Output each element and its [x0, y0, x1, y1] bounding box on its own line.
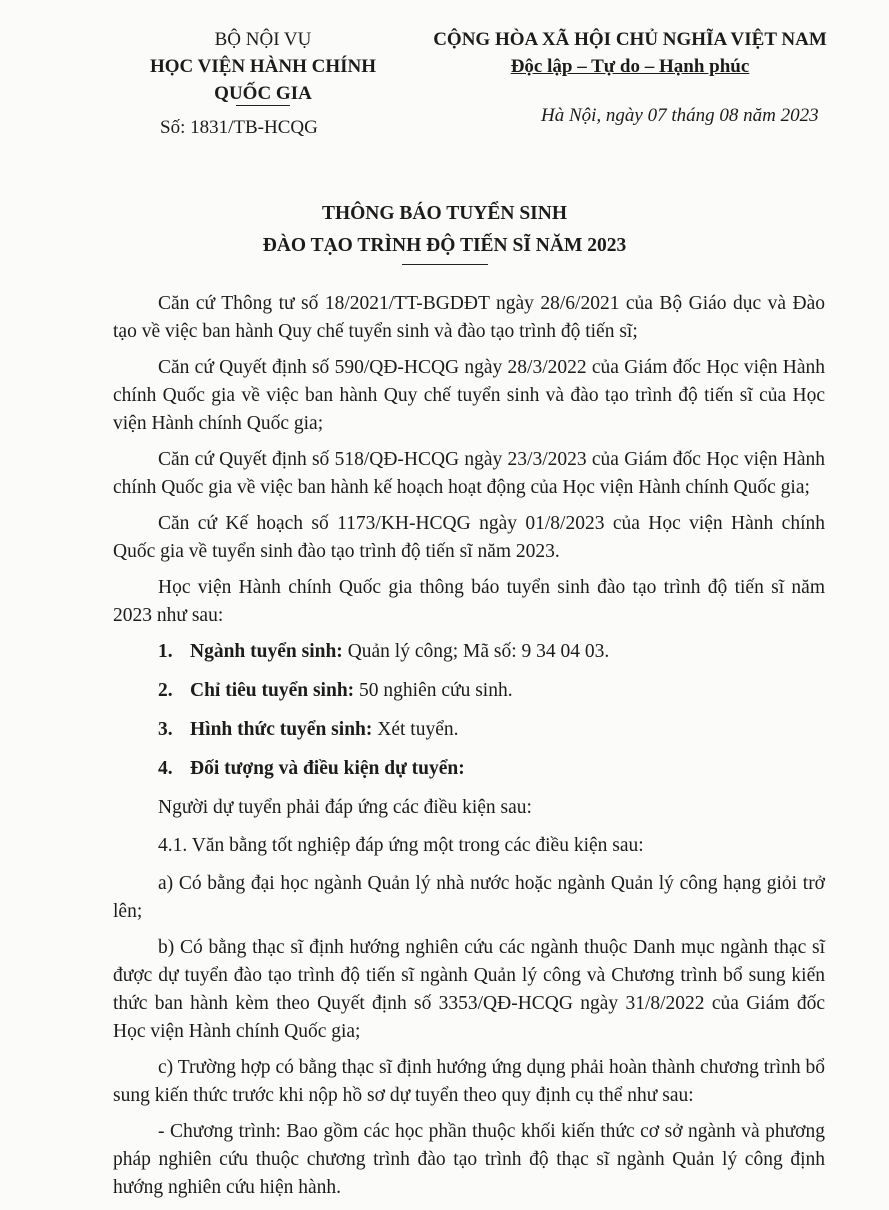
list-item [158, 677, 825, 705]
organization-name-line1: HỌC VIỆN HÀNH CHÍNH [149, 56, 377, 77]
announcement-intro: Học viện Hành chính Quốc gia thông báo tuyển sinh đào tạo trình độ tiến sĩ năm 2023 như sau: [113, 577, 825, 626]
document-body [113, 290, 825, 1210]
list-item [158, 755, 825, 783]
list-item [158, 638, 825, 666]
preamble-paragraph: Căn cứ Quyết định số 590/QĐ-HCQG ngày 28/3/2022 của Giám đốc Học viện Hành chính Quốc gia về việc ban hành Quy chế tuyển sinh và đào tạo trình độ tiến sĩ của Học viện Hành chính Quốc gia; [113, 357, 825, 434]
item-text: Xét tuyển. [372, 719, 459, 740]
item-label: Chỉ tiêu tuyển sinh: [190, 680, 355, 701]
preamble-paragraph: Căn cứ Thông tư số 18/2021/TT-BGDĐT ngày 28/6/2021 của Bộ Giáo dục và Đào tạo về việc ban hành Quy chế tuyển sinh và đào tạo trình độ tiến sĩ; [113, 293, 825, 342]
ministry-name: BỘ NỘI VỤ [214, 29, 312, 50]
title-line1: THÔNG BÁO TUYỂN SINH [321, 203, 568, 224]
item-label: Hình thức tuyển sinh: [190, 719, 373, 740]
national-header [420, 26, 840, 80]
condition-b: b) Có bằng thạc sĩ định hướng nghiên cứu các ngành thuộc Danh mục ngành thạc sĩ được dự tuyển đào tạo trình độ tiến sĩ ngành Quản lý công và Chương trình bổ sung kiến thức ban hành kèm theo Quyết định số 3353/QĐ-HCQG ngày 31/8/2022 của Giám đốc Học viện Hành chính Quốc gia; [113, 937, 825, 1042]
document-title [0, 198, 889, 265]
preamble-paragraph: Căn cứ Quyết định số 518/QĐ-HCQG ngày 23/3/2023 của Giám đốc Học viện Hành chính Quốc gia về việc ban hành kế hoạch hoạt động của Học viện Hành chính Quốc gia; [113, 449, 825, 498]
condition-c: c) Trường hợp có bằng thạc sĩ định hướng ứng dụng phải hoàn thành chương trình bổ sung kiến thức trước khi nộp hồ sơ dự tuyển theo quy định cụ thể như sau: [113, 1057, 825, 1106]
document-number: Số: 1831/TB-HCQG [160, 117, 318, 138]
item-number: 4. [158, 758, 173, 779]
organization-name-line2: QUỐC GIA [214, 83, 312, 104]
item-number: 2. [158, 680, 173, 701]
item-number: 1. [158, 641, 173, 662]
item-label: Đối tượng và điều kiện dự tuyển: [190, 758, 465, 779]
issue-date: Hà Nội, ngày 07 tháng 08 năm 2023 [541, 105, 819, 126]
title-line2: ĐÀO TẠO TRÌNH ĐỘ TIẾN SĨ NĂM 2023 [262, 235, 627, 256]
item-label: Ngành tuyển sinh: [190, 641, 343, 662]
program-description: - Chương trình: Bao gồm các học phần thuộc khối kiến thức cơ sở ngành và phương pháp nghiên cứu thuộc chương trình đào tạo trình độ thạc sĩ ngành Quản lý công định hướng nghiên cứu hiện hành. [113, 1121, 825, 1198]
preamble-paragraph: Căn cứ Kế hoạch số 1173/KH-HCQG ngày 01/8/2023 của Học viện Hành chính Quốc gia về tuyển sinh đào tạo trình độ tiến sĩ năm 2023. [113, 513, 825, 562]
list-item [158, 716, 825, 744]
conditions-intro: Người dự tuyển phải đáp ứng các điều kiện sau: [158, 797, 532, 818]
item-number: 3. [158, 719, 173, 740]
item-text: Quản lý công; Mã số: 9 34 04 03. [342, 641, 610, 662]
subsection-4-1: 4.1. Văn bằng tốt nghiệp đáp ứng một trong các điều kiện sau: [158, 835, 644, 856]
country-name: CỘNG HÒA XÃ HỘI CHỦ NGHĨA VIỆT NAM [433, 29, 827, 50]
issuer-header [118, 26, 408, 138]
item-text: 50 nghiên cứu sinh. [354, 680, 513, 701]
title-divider [402, 264, 488, 265]
condition-a: a) Có bằng đại học ngành Quản lý nhà nước hoặc ngành Quản lý công hạng giỏi trở lên; [113, 873, 825, 922]
national-motto: Độc lập – Tự do – Hạnh phúc [510, 56, 750, 77]
